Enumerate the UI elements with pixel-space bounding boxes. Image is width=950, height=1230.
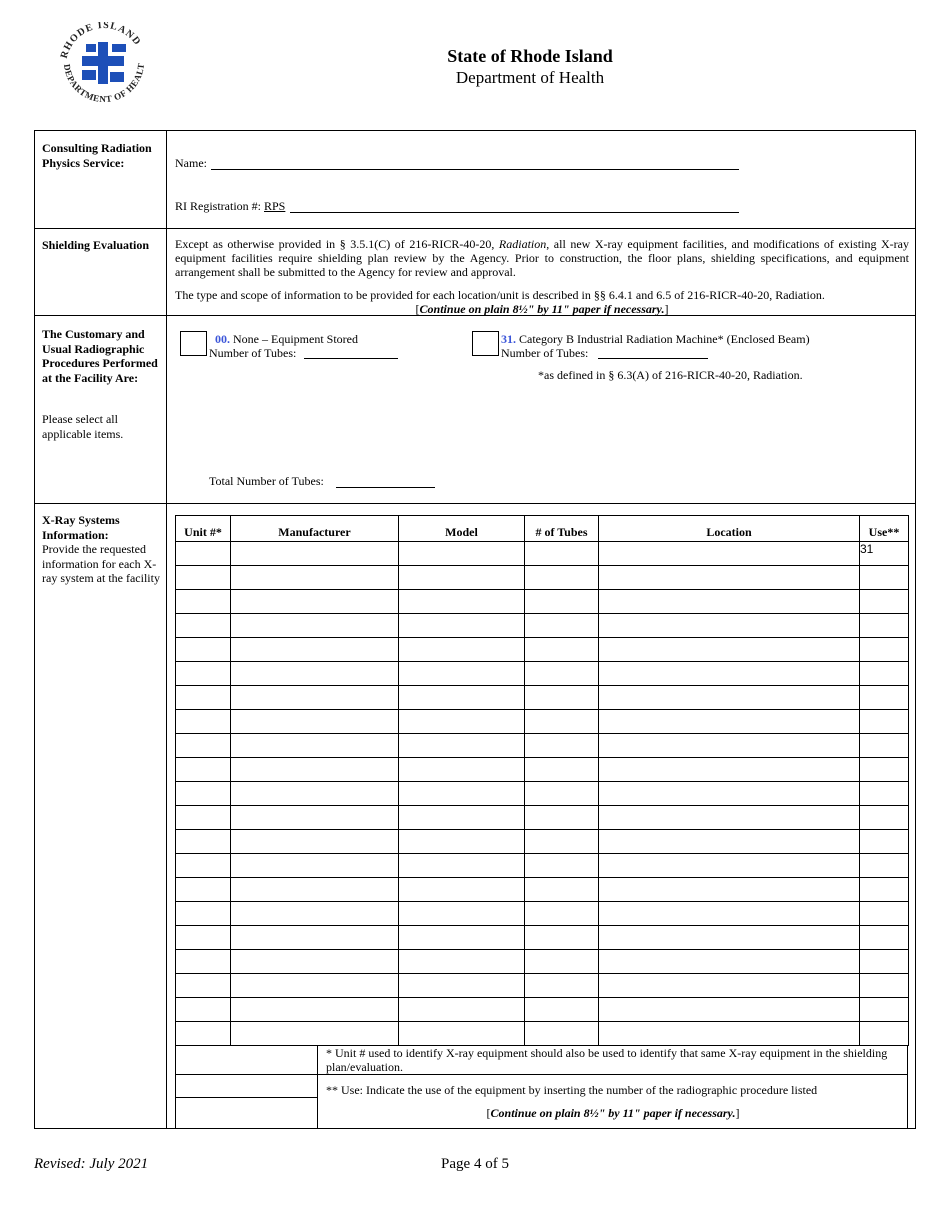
table-cell[interactable]: [176, 878, 231, 902]
table-row: [176, 638, 909, 662]
table-row: [176, 806, 909, 830]
column-header: Model: [399, 516, 525, 542]
table-cell[interactable]: [176, 1022, 231, 1046]
table-cell[interactable]: [599, 926, 860, 950]
table-row: [176, 542, 909, 566]
table-cell[interactable]: [525, 854, 599, 878]
table-cell[interactable]: [599, 806, 860, 830]
table-row: [176, 566, 909, 590]
table-cell[interactable]: [525, 710, 599, 734]
table-cell[interactable]: [599, 590, 860, 614]
table-row: [176, 902, 909, 926]
column-header: Manufacturer: [231, 516, 399, 542]
table-cell[interactable]: [176, 566, 231, 590]
table-cell[interactable]: [399, 974, 525, 998]
table-cell[interactable]: [231, 878, 399, 902]
shielding-label: Shielding Evaluation: [42, 238, 150, 252]
table-cell[interactable]: [176, 926, 231, 950]
table-cell[interactable]: [860, 926, 909, 950]
table-cell[interactable]: [399, 734, 525, 758]
table-cell[interactable]: [231, 566, 399, 590]
table-cell[interactable]: [599, 542, 860, 566]
table-row: [176, 614, 909, 638]
section-divider: [34, 503, 916, 504]
table-cell[interactable]: [860, 782, 909, 806]
table-cell[interactable]: [231, 590, 399, 614]
table-row: [176, 878, 909, 902]
table-cell[interactable]: [525, 782, 599, 806]
table-cell[interactable]: [599, 758, 860, 782]
table-cell[interactable]: [176, 998, 231, 1022]
table-cell[interactable]: [860, 734, 909, 758]
table-cell[interactable]: [176, 710, 231, 734]
table-cell[interactable]: [525, 998, 599, 1022]
table-cell[interactable]: [176, 854, 231, 878]
column-header: Use**: [860, 516, 909, 542]
table-cell[interactable]: [176, 542, 231, 566]
shielding-paragraph-1: Except as otherwise provided in § 3.5.1(C) of 216-RICR-40-20, Radiation, all new X-ray equipment facilities, and modifications of existing X-ray equipment facilities require shielding plan review by the Agency. Prior to construction, the floor plans, shielding specifications, and equipment arrangement shall be submitted to the Agency for review and approval.: [175, 237, 909, 279]
total-tubes-label: Total Number of Tubes:: [209, 474, 324, 488]
table-cell[interactable]: [176, 614, 231, 638]
checkbox-31[interactable]: [472, 331, 499, 356]
table-row: [176, 1022, 909, 1046]
table-cell[interactable]: [231, 686, 399, 710]
table-cell[interactable]: [860, 878, 909, 902]
table-cell[interactable]: [525, 830, 599, 854]
table-row: [176, 662, 909, 686]
table-cell[interactable]: [399, 926, 525, 950]
table-cell[interactable]: [176, 806, 231, 830]
table-cell[interactable]: [399, 686, 525, 710]
table-cell[interactable]: [399, 614, 525, 638]
table-cell[interactable]: [860, 806, 909, 830]
table-cell[interactable]: [176, 974, 231, 998]
table-row: [176, 950, 909, 974]
table-cell[interactable]: [525, 1022, 599, 1046]
name-field[interactable]: [211, 169, 739, 170]
table-cell[interactable]: [231, 758, 399, 782]
table-cell[interactable]: [176, 734, 231, 758]
table-cell[interactable]: [231, 830, 399, 854]
table-cell[interactable]: [176, 830, 231, 854]
procedures-label: The Customary and Usual Radiographic Procedures Performed at the Facility Are:: [42, 327, 158, 385]
checkbox-00[interactable]: [180, 331, 207, 356]
table-cell[interactable]: [599, 974, 860, 998]
table-cell[interactable]: [525, 974, 599, 998]
table-cell[interactable]: [525, 542, 599, 566]
table-cell[interactable]: [399, 662, 525, 686]
page-number: Page 4 of 5: [441, 1156, 509, 1172]
table-row: [176, 734, 909, 758]
unit-note: * Unit # used to identify X-ray equipment should also be used to identify that same X-ray equipment in the shielding plan/evaluation.: [326, 1046, 888, 1074]
shielding-paragraph-2: The type and scope of information to be provided for each location/unit is described in §§ 6.4.1 and 6.5 of 216-RICR-40-20, Radiation.: [175, 288, 825, 302]
table-cell[interactable]: [860, 1022, 909, 1046]
table-cell[interactable]: [399, 710, 525, 734]
table-cell[interactable]: [599, 638, 860, 662]
table-cell[interactable]: [860, 998, 909, 1022]
table-cell[interactable]: [860, 638, 909, 662]
table-cell[interactable]: [231, 854, 399, 878]
table-cell[interactable]: [525, 806, 599, 830]
xray-systems-table: [175, 515, 909, 1046]
table-cell[interactable]: [599, 782, 860, 806]
table-cell[interactable]: [860, 974, 909, 998]
table-cell[interactable]: [525, 566, 599, 590]
table-cell[interactable]: [599, 950, 860, 974]
svg-text:DEPARTMENT OF HEALTH: DEPARTMENT OF HEALT: [61, 62, 147, 105]
table-cell[interactable]: [525, 878, 599, 902]
table-cell[interactable]: [399, 542, 525, 566]
name-label: Name:: [175, 156, 207, 170]
tubes-field-00[interactable]: [304, 358, 398, 359]
table-row: [176, 590, 909, 614]
table-cell[interactable]: [231, 974, 399, 998]
table-cell[interactable]: 31: [860, 542, 909, 566]
table-cell[interactable]: [399, 782, 525, 806]
table-cell[interactable]: [599, 710, 860, 734]
table-cell[interactable]: [231, 734, 399, 758]
column-header: # of Tubes: [525, 516, 599, 542]
table-cell[interactable]: [860, 830, 909, 854]
table-row: [176, 782, 909, 806]
table-cell[interactable]: [231, 638, 399, 662]
table-cell[interactable]: [399, 1022, 525, 1046]
option-31-label: 31. Category B Industrial Radiation Machine* (Enclosed Beam): [501, 332, 810, 346]
table-row: [176, 926, 909, 950]
table-cell[interactable]: [231, 662, 399, 686]
table-cell[interactable]: [599, 998, 860, 1022]
table-cell[interactable]: [525, 614, 599, 638]
svg-text:RHODE ISLAND: RHODE ISLAND: [58, 22, 144, 60]
table-cell[interactable]: [399, 590, 525, 614]
notes-divider: [175, 1074, 908, 1075]
table-cell[interactable]: [599, 854, 860, 878]
header-title: State of Rhode Island: [447, 46, 613, 66]
table-cell[interactable]: [525, 590, 599, 614]
table-cell[interactable]: [599, 662, 860, 686]
table-cell[interactable]: [860, 902, 909, 926]
table-cell[interactable]: [860, 566, 909, 590]
registration-label: RI Registration #: RPS: [175, 199, 286, 213]
table-cell[interactable]: [525, 734, 599, 758]
table-cell[interactable]: [599, 734, 860, 758]
xray-continue-note: [Continue on plain 8½" by 11" paper if necessary.]: [486, 1106, 740, 1120]
table-row: [176, 854, 909, 878]
table-cell[interactable]: [399, 806, 525, 830]
table-cell[interactable]: [860, 758, 909, 782]
tubes-label-00: Number of Tubes:: [209, 346, 297, 360]
section-divider: [34, 228, 916, 229]
table-cell[interactable]: [399, 878, 525, 902]
table-cell[interactable]: [231, 806, 399, 830]
table-row: [176, 974, 909, 998]
table-cell[interactable]: [860, 590, 909, 614]
table-cell[interactable]: [399, 566, 525, 590]
category-footnote: *as defined in § 6.3(A) of 216-RICR-40-20, Radiation.: [538, 368, 803, 382]
total-tubes-field[interactable]: [336, 487, 435, 488]
table-cell[interactable]: [860, 686, 909, 710]
shielding-continue-note: [Continue on plain 8½" by 11" paper if necessary.]: [415, 302, 669, 316]
table-cell[interactable]: [599, 902, 860, 926]
table-cell[interactable]: [525, 926, 599, 950]
table-cell[interactable]: [599, 566, 860, 590]
tubes-label-31: Number of Tubes:: [501, 346, 589, 360]
notes-divider: [175, 1097, 317, 1098]
table-cell[interactable]: [231, 782, 399, 806]
table-cell[interactable]: [860, 710, 909, 734]
table-cell[interactable]: [599, 830, 860, 854]
column-header: Unit #*: [176, 516, 231, 542]
table-cell[interactable]: [399, 998, 525, 1022]
table-row: [176, 758, 909, 782]
table-cell[interactable]: [399, 758, 525, 782]
tubes-field-31[interactable]: [598, 358, 708, 359]
table-cell[interactable]: [599, 614, 860, 638]
registration-prefix: RPS: [264, 199, 286, 213]
table-cell[interactable]: [599, 1022, 860, 1046]
table-cell[interactable]: [231, 998, 399, 1022]
header-subtitle: Department of Health: [455, 68, 605, 87]
xray-label: X-Ray Systems Information: Provide the requested information for each X-ray system at the facility: [42, 513, 160, 585]
table-cell[interactable]: [399, 902, 525, 926]
table-cell[interactable]: [176, 782, 231, 806]
table-cell[interactable]: [176, 638, 231, 662]
table-cell[interactable]: [231, 926, 399, 950]
table-cell[interactable]: [176, 950, 231, 974]
table-row: [176, 710, 909, 734]
table-cell[interactable]: [176, 590, 231, 614]
label-column-divider: [166, 130, 167, 1129]
table-cell[interactable]: [399, 854, 525, 878]
table-cell[interactable]: [231, 710, 399, 734]
table-row: [176, 998, 909, 1022]
table-cell[interactable]: [399, 950, 525, 974]
table-cell[interactable]: [176, 758, 231, 782]
table-cell[interactable]: [525, 950, 599, 974]
table-row: [176, 830, 909, 854]
consulting-label: Consulting Radiation Physics Service:: [42, 141, 152, 170]
table-cell[interactable]: [231, 614, 399, 638]
table-cell[interactable]: [176, 686, 231, 710]
table-row: [176, 686, 909, 710]
table-cell[interactable]: [525, 686, 599, 710]
table-cell[interactable]: [399, 638, 525, 662]
table-cell[interactable]: [231, 1022, 399, 1046]
table-cell[interactable]: [860, 662, 909, 686]
table-cell[interactable]: [399, 830, 525, 854]
table-cell[interactable]: [525, 638, 599, 662]
table-cell[interactable]: [860, 614, 909, 638]
procedures-hint: Please select all applicable items.: [42, 412, 124, 441]
table-cell[interactable]: [525, 758, 599, 782]
table-cell[interactable]: [176, 662, 231, 686]
table-cell[interactable]: [599, 878, 860, 902]
table-cell[interactable]: [860, 950, 909, 974]
table-header-row: [176, 516, 909, 542]
table-cell[interactable]: [231, 902, 399, 926]
table-cell[interactable]: [176, 902, 231, 926]
use-note: ** Use: Indicate the use of the equipment by inserting the number of the radiographic procedure listed: [326, 1083, 818, 1097]
table-cell[interactable]: [231, 542, 399, 566]
option-00-label: 00. None – Equipment Stored: [215, 332, 358, 346]
registration-field[interactable]: [290, 212, 739, 213]
table-cell[interactable]: [525, 902, 599, 926]
table-cell[interactable]: [525, 662, 599, 686]
table-cell[interactable]: [231, 950, 399, 974]
table-cell[interactable]: [599, 686, 860, 710]
column-header: Location: [599, 516, 860, 542]
table-cell[interactable]: [860, 854, 909, 878]
revised-date: Revised: July 2021: [34, 1156, 149, 1172]
